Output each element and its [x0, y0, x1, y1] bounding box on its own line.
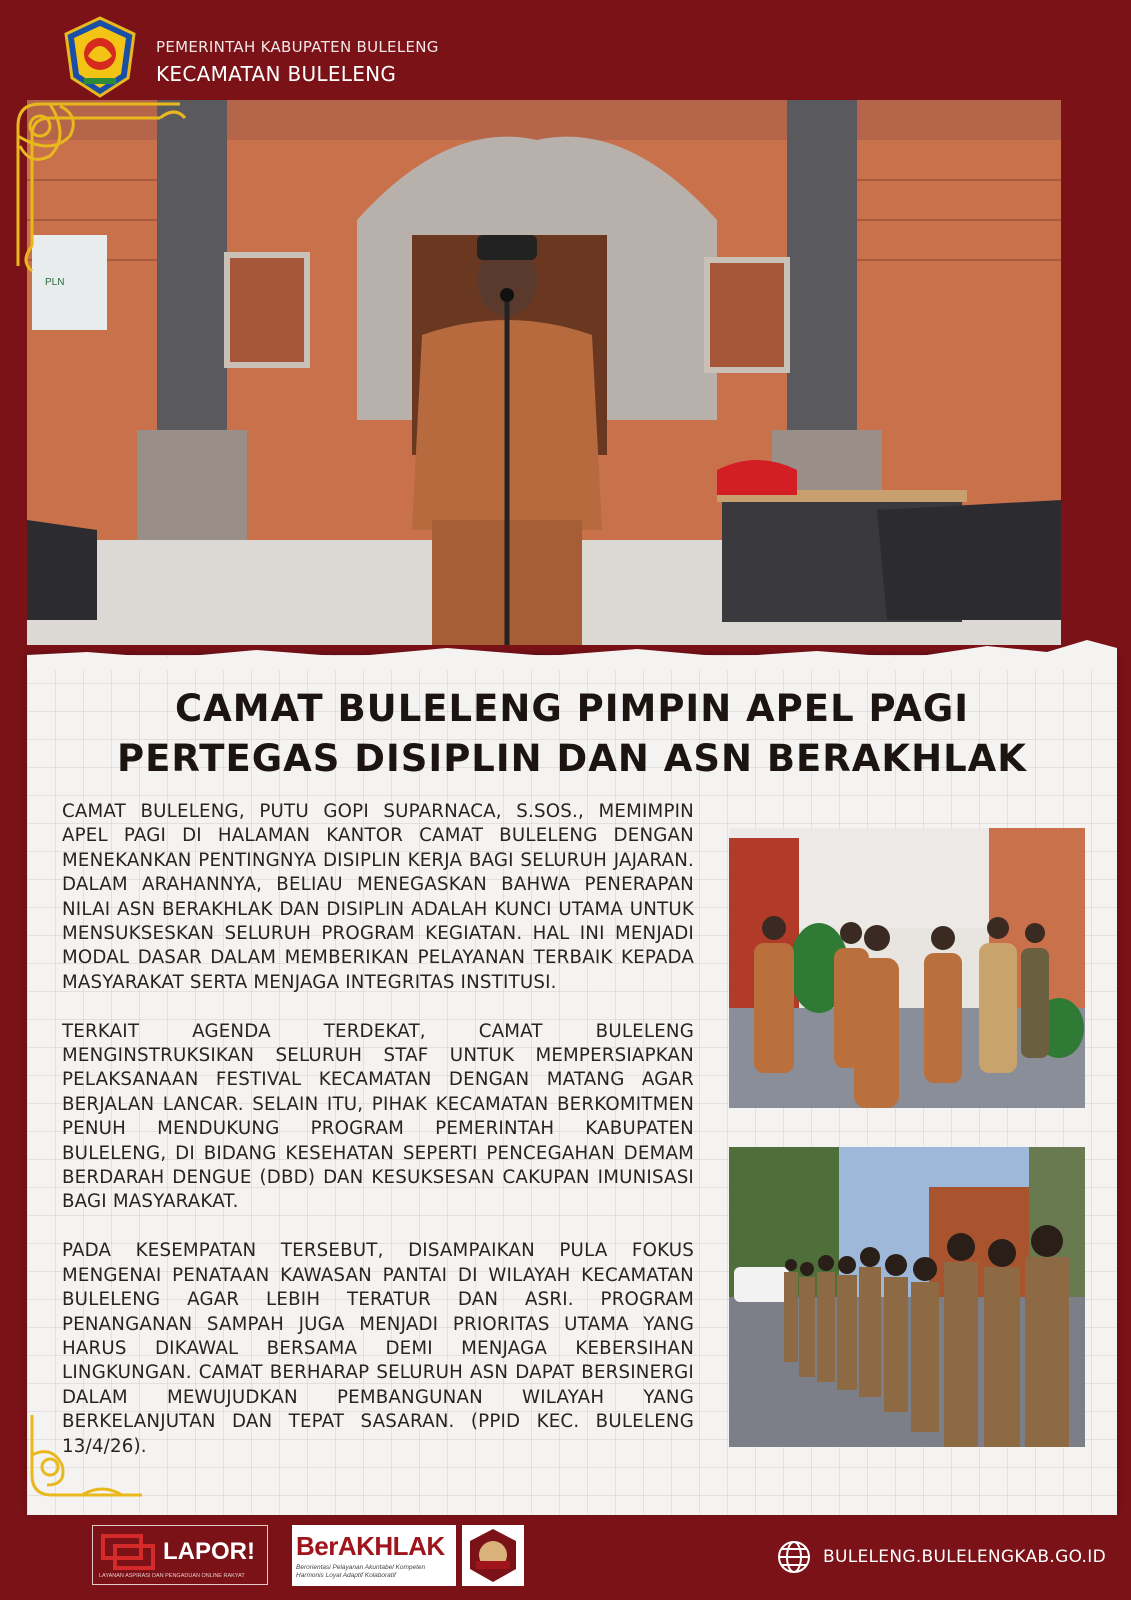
article-paragraph-2: TERKAIT AGENDA TERDEKAT, CAMAT BULELENG MENGINSTRUKSIKAN SELURUH STAF UNTUK MEMPERSIAPKAN PELAKSANAAN FESTIVAL KECAMATAN DENGAN MATANG AGAR BERJALAN LANCAR. SELAIN ITU, PIHAK KECAMATAN BERKOMITMEN PENUH MENDUKUNG PROGRAM PEMERINTAH KABUPATEN BULELENG, DI BIDANG KESEHATAN SEPERTI PENCEGAHAN DEMAM BERDARAH DENGUE (DBD) DAN KESUKSESAN CAKUPAN IMUNISASI BAGI MASYARAKAT.	[62, 1020, 694, 1213]
pln-sign: PLN	[45, 277, 65, 288]
article-body	[62, 800, 694, 1483]
lapor-subtitle: LAYANAN ASPIRASI DAN PENGADUAN ONLINE RAKYAT	[99, 1573, 245, 1579]
berakhlak-subtitle: Berorientasi Pelayanan Akuntabel Kompeten Harmonis Loyal Adaptif Kolaboratif	[296, 1564, 426, 1579]
torn-paper-edge	[27, 630, 1117, 670]
lapor-label: LAPOR!	[163, 1538, 255, 1565]
ornament-corner-top-left	[10, 96, 190, 276]
website-link[interactable]: BULELENG.BULELENGKAB.GO.ID	[823, 1547, 1106, 1567]
article-paragraph-3: PADA KESEMPATAN TERSEBUT, DISAMPAIKAN PULA FOKUS MENGENAI PENATAAN KAWASAN PANTAI DI WILAYAH KECAMATAN BULELENG AGAR LEBIH TERATUR DAN ASRI. PROGRAM PENANGANAN SAMPAH JUGA MENJADI PRIORITAS UTAMA YANG HARUS DIKAWAL BERSAMA DEMI MENJAGA KEBERSIHAN LINGKUNGAN. CAMAT BERHARAP SELURUH ASN DAPAT BERSINERGI DALAM MEWUJUDKAN PEMBANGUNAN WILAYAH YANG BERKELANJUTAN DAN TEPAT SASARAN. (PPID KEC. BULELENG 13/4/26).	[62, 1240, 694, 1457]
lapor-logo-icon	[99, 1530, 159, 1574]
header	[0, 0, 1131, 100]
district-name: KECAMATAN BULELENG	[156, 62, 397, 86]
staff-photo-2	[729, 1147, 1085, 1447]
berakhlak-label: BerAKHLAK	[296, 1531, 445, 1561]
headline-line-1: CAMAT BULELENG PIMPIN APEL PAGI	[174, 687, 970, 730]
government-name: PEMERINTAH KABUPATEN BULELENG	[156, 38, 439, 56]
article-headline	[27, 684, 1117, 784]
ornament-corner-bottom-left	[22, 1405, 152, 1505]
article-paragraph-1: CAMAT BULELENG, PUTU GOPI SUPARNACA, S.SOS., MEMIMPIN APEL PAGI DI HALAMAN KANTOR CAMAT BULELENG DENGAN MENEKANKAN PENTINGNYA DISIPLIN KERJA BAGI SELURUH JAJARAN. DALAM ARAHANNYA, BELIAU MENEGASKAN BAHWA PENERAPAN NILAI ASN BERAKHLAK DAN DISIPLIN ADALAH KUNCI UTAMA UNTUK MENSUKSESKAN SELURUH PROGRAM KEGIATAN. HAL INI MENJADI MODAL DASAR DALAM MEMBERIKAN PELAYANAN TERBAIK KEPADA MASYARAKAT SERTA MENJAGA INTEGRITAS INSTITUSI.	[62, 801, 694, 993]
buleleng-crest-logo	[62, 16, 138, 98]
lapor-logo[interactable]	[92, 1525, 268, 1585]
staff-photo-1	[729, 828, 1085, 1108]
berakhlak-logo[interactable]	[292, 1525, 456, 1586]
berakhlak-badge	[462, 1525, 524, 1586]
globe-icon	[776, 1539, 812, 1575]
berakhlak-badge-icon	[462, 1525, 524, 1586]
headline-line-2: PERTEGAS DISIPLIN DAN ASN BERAKHLAK	[117, 737, 1027, 780]
